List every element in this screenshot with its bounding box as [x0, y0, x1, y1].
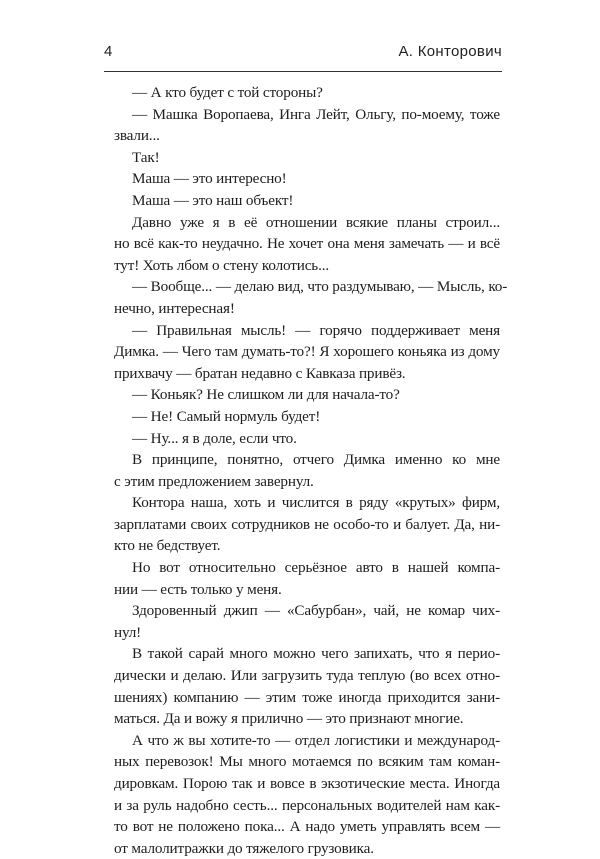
text-line: Димка. — Чего там думать-то?! Я хорошего коньяка из дому — [114, 343, 500, 361]
text-line: В принципе, понятно, отчего Димка именно ко мне — [132, 451, 500, 469]
text-line: маться. Да и вожу я прилично — это признают многие. — [114, 710, 464, 728]
text-line: А что ж вы хотите-то — отдел логистики и международ- — [132, 731, 500, 749]
text-line: то вот не положено пока... А надо уметь управлять всем — — [114, 818, 500, 836]
text-line: — Правильная мысль! — горячо поддерживает меня — [132, 321, 500, 339]
text-line: Но вот относительно серьёзное авто в нашей компа- — [132, 559, 500, 577]
text-line: и за руль надобно сесть... персональных водителей нам как- — [114, 796, 500, 814]
text-line: Давно уже я в её отношении всякие планы строил... — [132, 213, 500, 231]
text-line: Маша — это наш объект! — [132, 191, 294, 209]
header-rule — [104, 71, 502, 72]
text-line: дически и делаю. Или загрузить туда теплую (во всех отно- — [114, 667, 500, 685]
text-line: нул! — [114, 623, 142, 641]
text-line: нии — есть только у меня. — [114, 580, 282, 598]
text-line: нечно, интересная! — [114, 299, 235, 317]
text-line: — Ну... я в доле, если что. — [132, 429, 297, 447]
text-line: Так! — [132, 148, 160, 166]
text-line: Здоровенный джип — «Сабурбан», чай, не комар чих- — [132, 602, 500, 620]
text-line: — Коньяк? Не слишком ли для начала-то? — [132, 386, 400, 404]
page-number: 4 — [104, 43, 113, 60]
text-line: — А кто будет с той стороны? — [132, 84, 323, 101]
text-line: дировкам. Порою так и вовсе в экзотические места. Иногда — [114, 775, 500, 792]
text-line: — Вообще... — делаю вид, что раздумываю, — Мысль, ко- — [132, 278, 508, 296]
text-line: прихвачу — братан недавно с Кавказа привёз. — [114, 364, 406, 382]
text-line: ных перевозок! Мы много мотаемся по всяким там коман- — [114, 753, 500, 771]
text-line: но всё как-то неудачно. Не хочет она меня замечать — и всё — [114, 235, 500, 253]
text-line: Контора наша, хоть и числится в ряду «крутых» фирм, — [132, 494, 500, 512]
text-line: от малолитражки до тяжелого грузовика. — [114, 839, 374, 857]
text-line: — Не! Самый нормуль будет! — [132, 407, 321, 425]
text-line: — Машка Воропаева, Инга Лейт, Ольгу, по-моему, тоже — [132, 105, 500, 123]
text-line: В такой сарай много можно чего запихать, что я перио- — [132, 645, 500, 663]
body-text — [114, 82, 508, 859]
text-line: с этим предложением завернул. — [114, 472, 314, 490]
text-line: звали... — [114, 127, 160, 145]
text-line: Маша — это интересно! — [132, 170, 287, 188]
page-header — [104, 43, 502, 65]
text-line: шениях) компанию — этим тоже иногда приходится зани- — [114, 688, 500, 706]
text-line: кто не бедствует. — [114, 537, 221, 555]
running-title: А. Конторович — [398, 43, 502, 60]
text-line: зарплатами своих сотрудников не особо-то и балует. Да, ни- — [114, 515, 500, 533]
text-line: тут! Хоть лбом о стену колотись... — [114, 256, 330, 274]
